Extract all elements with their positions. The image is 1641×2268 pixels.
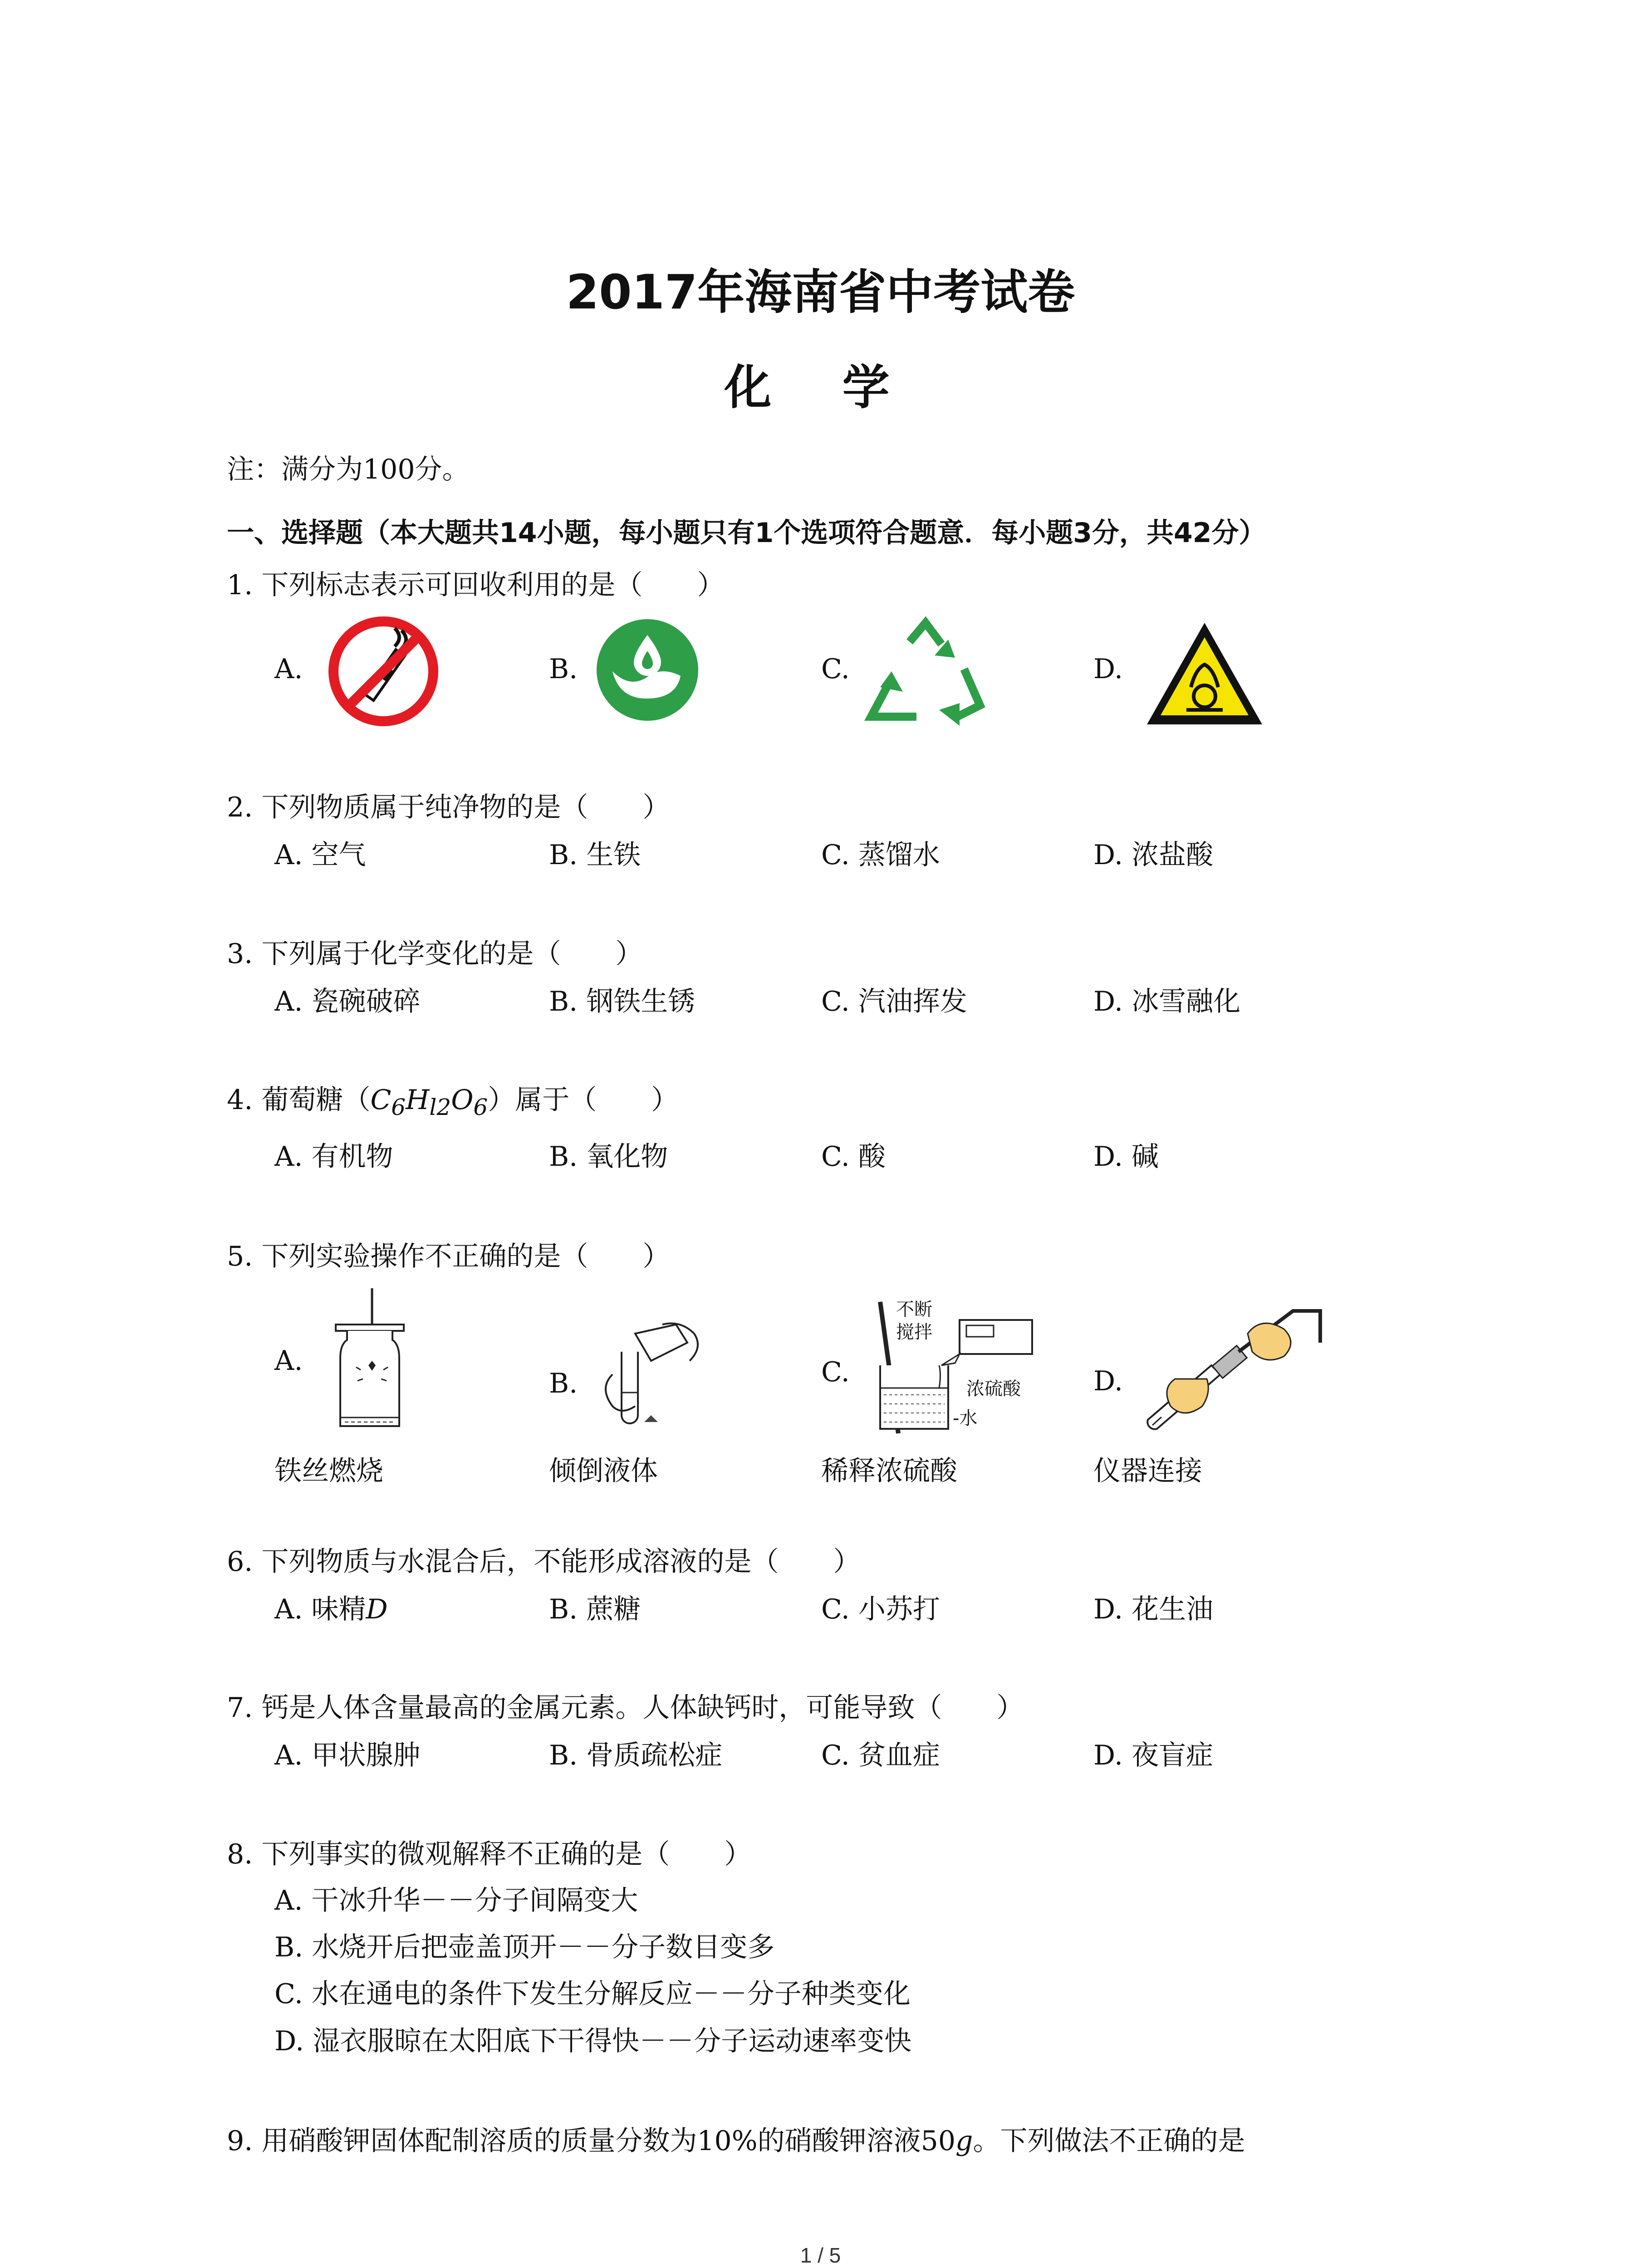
q7-option-d: D. 夜盲症 — [1093, 1740, 1214, 1771]
water-label: -水 — [953, 1408, 978, 1429]
q5-caption-a: 铁丝燃烧 — [274, 1455, 383, 1487]
question-3-stem: 3. 下列属于化学变化的是（ ） — [227, 938, 643, 970]
q5-caption-c: 稀释浓硫酸 — [821, 1455, 957, 1487]
q3-option-d: D. 冰雪融化 — [1093, 986, 1241, 1017]
q6-option-a: A. 味精D — [274, 1593, 388, 1625]
question-5-stem: 5. 下列实验操作不正确的是（ ） — [227, 1241, 670, 1272]
q4-option-c: C. 酸 — [821, 1141, 886, 1173]
section-heading: 一、选择题（本大题共14小题，每小题只有1个选项符合题意．每小题3分，共42分） — [227, 517, 1266, 549]
pouring-liquid-figure — [594, 1315, 712, 1433]
oxidizer-warning-icon — [1143, 619, 1266, 728]
q2-option-d: D. 浓盐酸 — [1093, 839, 1214, 871]
score-note: 注：满分为100分。 — [227, 454, 470, 485]
question-1-stem: 1. 下列标志表示可回收利用的是（ ） — [227, 569, 725, 601]
q8-option-a: A. 干冰升华－－分子间隔变大 — [274, 1885, 638, 1916]
q2-option-c: C. 蒸馏水 — [821, 839, 940, 871]
glucose-formula: $C_6H_{l2}O_6$ — [370, 1084, 488, 1120]
q1-option-d-label: D. — [1093, 653, 1123, 685]
question-9-stem: 9. 用硝酸钾固体配制溶质的质量分数为10%的硝酸钾溶液50g。下列做法不正确的是 — [227, 2125, 1245, 2157]
q6-option-c: C. 小苏打 — [821, 1593, 940, 1625]
q6-option-d: D. 花生油 — [1093, 1593, 1214, 1625]
q6-option-b: B. 蔗糖 — [549, 1593, 641, 1625]
question-8-stem: 8. 下列事实的微观解释不正确的是（ ） — [227, 1838, 752, 1870]
q1-option-c-label: C. — [821, 653, 850, 685]
q2-option-a: A. 空气 — [274, 839, 366, 871]
subject-title: 化 学 — [724, 360, 917, 415]
question-7-stem: 7. 钙是人体含量最高的金属元素。人体缺钙时，可能导致（ ） — [227, 1692, 1024, 1724]
stir-label-1: 不断 — [896, 1299, 932, 1320]
q4-option-a: A. 有机物 — [274, 1141, 393, 1173]
apparatus-connection-figure — [1139, 1306, 1329, 1433]
question-4-stem: 4. 葡萄糖$(C_6H_{l2}O_6)$属于（ ） — [227, 1084, 679, 1120]
recycle-icon — [867, 619, 985, 728]
q8-option-c: C. 水在通电的条件下发生分解反应－－分子种类变化 — [274, 1978, 911, 2010]
q1-option-b-label: B. — [549, 653, 578, 685]
q5-caption-d: 仪器连接 — [1093, 1455, 1202, 1487]
question-2-stem: 2. 下列物质属于纯净物的是（ ） — [227, 792, 670, 823]
question-6-stem: 6. 下列物质与水混合后，不能形成溶液的是（ ） — [227, 1546, 861, 1578]
iron-burning-figure — [327, 1288, 413, 1442]
q5-option-d-label: D. — [1093, 1365, 1123, 1397]
exam-title: 2017年海南省中考试卷 — [566, 264, 1075, 320]
q3-option-b: B. 钢铁生锈 — [549, 986, 696, 1017]
page-number: 1 / 5 — [800, 2244, 841, 2267]
acid-label: 浓硫酸 — [966, 1378, 1021, 1399]
q5-caption-b: 倾倒液体 — [549, 1455, 658, 1487]
q5-option-b-label: B. — [549, 1368, 578, 1399]
q3-option-c: C. 汽油挥发 — [821, 986, 967, 1017]
q7-option-a: A. 甲状腺肿 — [274, 1740, 421, 1771]
no-smoking-icon — [327, 615, 440, 728]
q5-option-a-label: A. — [274, 1345, 303, 1377]
q7-option-c: C. 贫血症 — [821, 1740, 940, 1771]
q4-option-d: D. 碱 — [1093, 1141, 1159, 1173]
q4-option-b: B. 氧化物 — [549, 1141, 668, 1173]
q3-option-a: A. 瓷碗破碎 — [274, 986, 421, 1017]
stir-label-2: 搅拌 — [896, 1322, 932, 1343]
q2-option-b: B. 生铁 — [549, 839, 641, 871]
q8-option-d: D. 湿衣服晾在太阳底下干得快－－分子运动速率变快 — [274, 2025, 912, 2057]
q8-option-b: B. 水烧开后把壶盖顶开－－分子数目变多 — [274, 1931, 775, 1963]
q7-option-b: B. 骨质疏松症 — [549, 1740, 723, 1771]
water-saving-icon — [594, 617, 701, 723]
q1-option-a-label: A. — [274, 653, 303, 685]
q5-option-c-label: C. — [821, 1356, 850, 1388]
